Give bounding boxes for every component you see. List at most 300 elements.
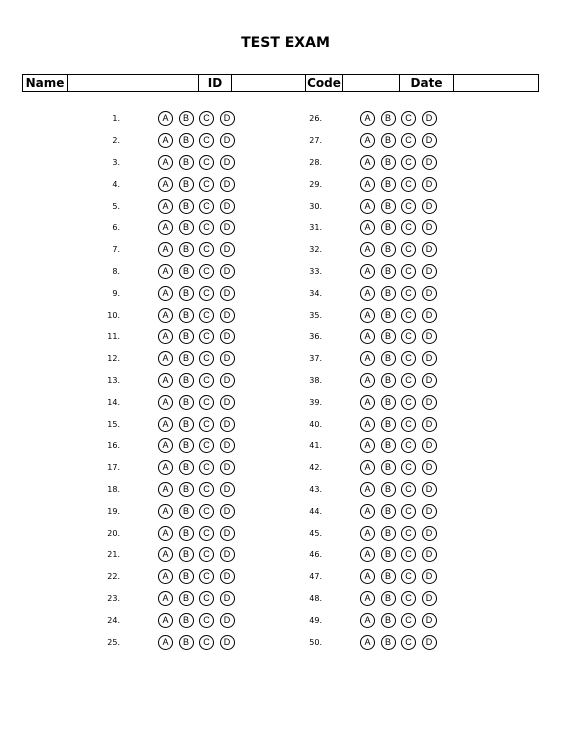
question-number: 48. — [309, 593, 322, 603]
question-number: 25. — [107, 637, 120, 647]
id-field[interactable] — [232, 75, 306, 92]
answer-bubble-c[interactable]: C — [401, 264, 416, 279]
answer-bubble-b[interactable]: B — [179, 111, 194, 126]
question-number: 35. — [309, 310, 322, 320]
question-row — [292, 370, 442, 392]
question-number: 30. — [309, 201, 322, 211]
answer-bubble-c[interactable]: C — [199, 177, 214, 192]
answer-bubble-d[interactable]: D — [422, 438, 437, 453]
answer-bubble-a[interactable]: A — [360, 199, 375, 214]
answer-bubble-d[interactable]: D — [220, 482, 235, 497]
answer-bubble-b[interactable]: B — [381, 613, 396, 628]
answer-bubble-b[interactable]: B — [381, 526, 396, 541]
question-row — [292, 261, 442, 283]
answer-bubble-b[interactable]: B — [381, 264, 396, 279]
question-row — [292, 413, 442, 435]
questions-column-right — [292, 108, 442, 653]
code-field[interactable] — [343, 75, 400, 92]
answer-bubble-d[interactable]: D — [220, 155, 235, 170]
answer-bubble-d[interactable]: D — [220, 264, 235, 279]
question-number: 22. — [107, 572, 120, 582]
answer-bubble-b[interactable]: B — [381, 133, 396, 148]
answer-bubble-c[interactable]: C — [199, 395, 214, 410]
answer-bubble-d[interactable]: D — [422, 111, 437, 126]
answer-bubble-b[interactable]: B — [381, 199, 396, 214]
question-row — [292, 348, 442, 370]
question-row — [90, 152, 240, 174]
question-row — [292, 173, 442, 195]
question-row — [90, 522, 240, 544]
answer-bubble-c[interactable]: C — [401, 547, 416, 562]
answer-bubble-c[interactable]: C — [199, 460, 214, 475]
answer-bubble-b[interactable]: B — [179, 329, 194, 344]
question-row — [90, 304, 240, 326]
answer-bubble-c[interactable]: C — [199, 373, 214, 388]
answer-bubble-d[interactable]: D — [422, 373, 437, 388]
question-number: 11. — [107, 332, 120, 342]
answer-bubble-d[interactable]: D — [422, 133, 437, 148]
answer-bubble-b[interactable]: B — [179, 635, 194, 650]
answer-bubble-c[interactable]: C — [401, 460, 416, 475]
answer-bubble-d[interactable]: D — [220, 591, 235, 606]
answer-bubble-a[interactable]: A — [360, 373, 375, 388]
answer-bubble-d[interactable]: D — [220, 177, 235, 192]
question-row — [292, 457, 442, 479]
question-number: 31. — [309, 223, 322, 233]
answer-bubble-a[interactable]: A — [360, 635, 375, 650]
answer-bubble-b[interactable]: B — [179, 460, 194, 475]
answer-bubble-a[interactable]: A — [158, 329, 173, 344]
answer-bubble-d[interactable]: D — [422, 264, 437, 279]
answer-bubble-d[interactable]: D — [220, 417, 235, 432]
question-number: 7. — [112, 245, 120, 255]
question-row — [90, 500, 240, 522]
answer-bubble-d[interactable]: D — [220, 635, 235, 650]
answer-bubble-b[interactable]: B — [381, 591, 396, 606]
question-number: 3. — [112, 157, 120, 167]
answer-bubble-b[interactable]: B — [179, 613, 194, 628]
answer-bubble-b[interactable]: B — [179, 482, 194, 497]
answer-bubble-a[interactable]: A — [158, 155, 173, 170]
answer-bubble-b[interactable]: B — [179, 591, 194, 606]
answer-bubble-a[interactable]: A — [360, 395, 375, 410]
question-number: 29. — [309, 179, 322, 189]
question-row — [292, 566, 442, 588]
question-number: 36. — [309, 332, 322, 342]
answer-bubble-c[interactable]: C — [199, 482, 214, 497]
answer-bubble-d[interactable]: D — [422, 613, 437, 628]
question-row — [292, 500, 442, 522]
question-row — [90, 544, 240, 566]
answer-bubble-d[interactable]: D — [422, 220, 437, 235]
answer-bubble-b[interactable]: B — [381, 569, 396, 584]
answer-bubble-a[interactable]: A — [360, 242, 375, 257]
answer-bubble-d[interactable]: D — [220, 504, 235, 519]
answer-bubble-c[interactable]: C — [199, 133, 214, 148]
answer-bubble-d[interactable]: D — [220, 373, 235, 388]
question-row — [90, 239, 240, 261]
answer-bubble-d[interactable]: D — [220, 547, 235, 562]
question-row — [90, 282, 240, 304]
answer-bubble-d[interactable]: D — [220, 286, 235, 301]
question-number: 2. — [112, 136, 120, 146]
question-number: 33. — [309, 266, 322, 276]
question-row — [90, 370, 240, 392]
answer-bubble-c[interactable]: C — [199, 438, 214, 453]
answer-bubble-c[interactable]: C — [401, 220, 416, 235]
answer-bubble-a[interactable]: A — [360, 133, 375, 148]
answer-bubble-d[interactable]: D — [220, 613, 235, 628]
answer-bubble-a[interactable]: A — [158, 351, 173, 366]
answer-bubble-c[interactable]: C — [199, 242, 214, 257]
question-row — [90, 457, 240, 479]
answer-bubble-b[interactable]: B — [381, 635, 396, 650]
answer-bubble-c[interactable]: C — [401, 286, 416, 301]
answer-bubble-a[interactable]: A — [360, 351, 375, 366]
question-number: 23. — [107, 593, 120, 603]
answer-bubble-a[interactable]: A — [360, 613, 375, 628]
answer-bubble-b[interactable]: B — [179, 373, 194, 388]
question-number: 17. — [107, 463, 120, 473]
question-row — [292, 217, 442, 239]
answer-bubble-d[interactable]: D — [422, 177, 437, 192]
answer-bubble-c[interactable]: C — [199, 591, 214, 606]
answer-bubble-c[interactable]: C — [199, 220, 214, 235]
question-row — [90, 435, 240, 457]
answer-bubble-c[interactable]: C — [401, 133, 416, 148]
answer-bubble-c[interactable]: C — [199, 417, 214, 432]
answer-bubble-c[interactable]: C — [401, 438, 416, 453]
answer-bubble-b[interactable]: B — [381, 351, 396, 366]
question-number: 28. — [309, 157, 322, 167]
question-number: 47. — [309, 572, 322, 582]
answer-bubble-c[interactable]: C — [401, 329, 416, 344]
question-number: 4. — [112, 179, 120, 189]
name-field[interactable] — [68, 75, 199, 92]
question-row — [90, 217, 240, 239]
answer-bubble-d[interactable]: D — [220, 460, 235, 475]
answer-bubble-c[interactable]: C — [199, 111, 214, 126]
answer-bubble-c[interactable]: C — [401, 351, 416, 366]
answer-bubble-c[interactable]: C — [199, 504, 214, 519]
answer-bubble-a[interactable]: A — [360, 417, 375, 432]
answer-bubble-d[interactable]: D — [220, 569, 235, 584]
answer-bubble-d[interactable]: D — [220, 133, 235, 148]
answer-bubble-b[interactable]: B — [179, 351, 194, 366]
answer-bubble-d[interactable]: D — [220, 351, 235, 366]
answer-bubble-c[interactable]: C — [401, 635, 416, 650]
answer-bubble-d[interactable]: D — [220, 111, 235, 126]
answer-bubble-a[interactable]: A — [158, 504, 173, 519]
question-number: 24. — [107, 615, 120, 625]
answer-bubble-c[interactable]: C — [401, 111, 416, 126]
answer-bubble-a[interactable]: A — [360, 526, 375, 541]
question-row — [292, 609, 442, 631]
question-row — [292, 239, 442, 261]
answer-bubble-a[interactable]: A — [360, 220, 375, 235]
answer-bubble-c[interactable]: C — [199, 613, 214, 628]
answer-bubble-b[interactable]: B — [179, 220, 194, 235]
answer-bubble-a[interactable]: A — [360, 460, 375, 475]
answer-bubble-b[interactable]: B — [179, 308, 194, 323]
answer-bubble-c[interactable]: C — [401, 308, 416, 323]
question-number: 19. — [107, 506, 120, 516]
answer-bubble-c[interactable]: C — [199, 329, 214, 344]
answer-bubble-a[interactable]: A — [360, 482, 375, 497]
answer-bubble-a[interactable]: A — [360, 569, 375, 584]
answer-bubble-c[interactable]: C — [199, 199, 214, 214]
answer-bubble-a[interactable]: A — [158, 569, 173, 584]
question-row — [90, 348, 240, 370]
answer-bubble-c[interactable]: C — [401, 242, 416, 257]
question-number: 50. — [309, 637, 322, 647]
answer-bubble-b[interactable]: B — [179, 177, 194, 192]
question-number: 10. — [107, 310, 120, 320]
answer-bubble-a[interactable]: A — [158, 133, 173, 148]
answer-bubble-b[interactable]: B — [381, 286, 396, 301]
answer-bubble-a[interactable]: A — [360, 155, 375, 170]
answer-bubble-b[interactable]: B — [179, 395, 194, 410]
answer-bubble-d[interactable]: D — [422, 329, 437, 344]
question-row — [292, 588, 442, 610]
answer-bubble-b[interactable]: B — [381, 220, 396, 235]
answer-bubble-a[interactable]: A — [158, 373, 173, 388]
answer-bubble-b[interactable]: B — [381, 177, 396, 192]
question-row — [90, 173, 240, 195]
question-row — [90, 108, 240, 130]
answer-bubble-b[interactable]: B — [179, 242, 194, 257]
answer-bubble-d[interactable]: D — [422, 155, 437, 170]
answer-bubble-b[interactable]: B — [381, 395, 396, 410]
question-number: 9. — [112, 288, 120, 298]
answer-bubble-c[interactable]: C — [401, 482, 416, 497]
question-number: 14. — [107, 397, 120, 407]
question-row — [292, 522, 442, 544]
answer-bubble-d[interactable]: D — [422, 591, 437, 606]
question-number: 39. — [309, 397, 322, 407]
answer-bubble-c[interactable]: C — [199, 635, 214, 650]
answer-bubble-a[interactable]: A — [360, 547, 375, 562]
answer-bubble-b[interactable]: B — [381, 373, 396, 388]
answer-bubble-d[interactable]: D — [220, 308, 235, 323]
answer-bubble-d[interactable]: D — [422, 569, 437, 584]
answer-bubble-c[interactable]: C — [401, 373, 416, 388]
answer-bubble-a[interactable]: A — [158, 635, 173, 650]
answer-bubble-c[interactable]: C — [401, 569, 416, 584]
question-number: 37. — [309, 354, 322, 364]
answer-bubble-a[interactable]: A — [158, 482, 173, 497]
question-number: 32. — [309, 245, 322, 255]
answer-bubble-a[interactable]: A — [360, 286, 375, 301]
answer-bubble-b[interactable]: B — [381, 482, 396, 497]
answer-bubble-d[interactable]: D — [220, 242, 235, 257]
answer-bubble-c[interactable]: C — [401, 613, 416, 628]
answer-bubble-a[interactable]: A — [158, 308, 173, 323]
answer-bubble-c[interactable]: C — [199, 569, 214, 584]
answer-bubble-b[interactable]: B — [179, 547, 194, 562]
answer-bubble-d[interactable]: D — [422, 460, 437, 475]
answer-bubble-d[interactable]: D — [422, 547, 437, 562]
answer-bubble-c[interactable]: C — [199, 526, 214, 541]
answer-bubble-a[interactable]: A — [158, 591, 173, 606]
question-row — [292, 631, 442, 653]
answer-bubble-a[interactable]: A — [360, 591, 375, 606]
answer-bubble-a[interactable]: A — [158, 286, 173, 301]
question-row — [90, 391, 240, 413]
answer-bubble-c[interactable]: C — [401, 504, 416, 519]
answer-bubble-b[interactable]: B — [179, 417, 194, 432]
question-row — [90, 631, 240, 653]
question-number: 49. — [309, 615, 322, 625]
answer-bubble-c[interactable]: C — [199, 308, 214, 323]
answer-bubble-a[interactable]: A — [360, 308, 375, 323]
answer-bubble-d[interactable]: D — [422, 526, 437, 541]
question-row — [292, 152, 442, 174]
answer-bubble-b[interactable]: B — [381, 417, 396, 432]
question-number: 34. — [309, 288, 322, 298]
answer-bubble-a[interactable]: A — [360, 329, 375, 344]
name-label: Name — [23, 75, 68, 92]
answer-bubble-a[interactable]: A — [158, 199, 173, 214]
question-row — [90, 566, 240, 588]
answer-bubble-c[interactable]: C — [401, 199, 416, 214]
question-number: 5. — [112, 201, 120, 211]
answer-bubble-c[interactable]: C — [199, 286, 214, 301]
answer-bubble-b[interactable]: B — [179, 438, 194, 453]
date-field[interactable] — [454, 75, 539, 92]
question-number: 13. — [107, 375, 120, 385]
answer-bubble-b[interactable]: B — [381, 547, 396, 562]
question-number: 18. — [107, 484, 120, 494]
answer-bubble-d[interactable]: D — [422, 242, 437, 257]
question-number: 6. — [112, 223, 120, 233]
answer-bubble-d[interactable]: D — [422, 395, 437, 410]
answer-bubble-c[interactable]: C — [401, 395, 416, 410]
answer-bubble-a[interactable]: A — [158, 177, 173, 192]
question-number: 43. — [309, 484, 322, 494]
question-row — [90, 413, 240, 435]
answer-bubble-a[interactable]: A — [158, 395, 173, 410]
answer-bubble-a[interactable]: A — [158, 613, 173, 628]
question-row — [292, 130, 442, 152]
answer-bubble-c[interactable]: C — [199, 264, 214, 279]
answer-bubble-a[interactable]: A — [158, 264, 173, 279]
answer-bubble-c[interactable]: C — [401, 591, 416, 606]
question-row — [90, 261, 240, 283]
answer-bubble-a[interactable]: A — [360, 438, 375, 453]
answer-bubble-b[interactable]: B — [179, 199, 194, 214]
answer-bubble-c[interactable]: C — [401, 155, 416, 170]
answer-bubble-b[interactable]: B — [179, 133, 194, 148]
answer-bubble-c[interactable]: C — [199, 351, 214, 366]
question-row — [292, 544, 442, 566]
answer-bubble-d[interactable]: D — [422, 635, 437, 650]
answer-bubble-b[interactable]: B — [381, 460, 396, 475]
answer-bubble-b[interactable]: B — [179, 264, 194, 279]
answer-bubble-d[interactable]: D — [220, 220, 235, 235]
question-row — [292, 108, 442, 130]
questions-column-left — [90, 108, 240, 653]
question-number: 41. — [309, 441, 322, 451]
answer-bubble-a[interactable]: A — [158, 111, 173, 126]
answer-bubble-d[interactable]: D — [220, 395, 235, 410]
answer-bubble-b[interactable]: B — [381, 329, 396, 344]
answer-bubble-b[interactable]: B — [381, 242, 396, 257]
answer-bubble-a[interactable]: A — [360, 111, 375, 126]
answer-bubble-b[interactable]: B — [179, 526, 194, 541]
question-row — [90, 130, 240, 152]
answer-bubble-d[interactable]: D — [422, 482, 437, 497]
question-number: 12. — [107, 354, 120, 364]
question-row — [292, 304, 442, 326]
answer-bubble-a[interactable]: A — [360, 264, 375, 279]
question-row — [292, 391, 442, 413]
answer-bubble-b[interactable]: B — [381, 155, 396, 170]
answer-bubble-c[interactable]: C — [401, 417, 416, 432]
answer-bubble-c[interactable]: C — [401, 526, 416, 541]
student-info-table — [22, 74, 539, 92]
answer-bubble-b[interactable]: B — [381, 111, 396, 126]
question-row — [292, 435, 442, 457]
answer-bubble-c[interactable]: C — [401, 177, 416, 192]
question-row — [90, 588, 240, 610]
answer-bubble-d[interactable]: D — [220, 526, 235, 541]
question-row — [292, 282, 442, 304]
answer-bubble-d[interactable]: D — [220, 199, 235, 214]
answer-bubble-b[interactable]: B — [381, 438, 396, 453]
question-row — [90, 479, 240, 501]
answer-bubble-d[interactable]: D — [220, 329, 235, 344]
answer-bubble-d[interactable]: D — [220, 438, 235, 453]
answer-bubble-c[interactable]: C — [199, 547, 214, 562]
answer-bubble-b[interactable]: B — [381, 504, 396, 519]
answer-bubble-d[interactable]: D — [422, 199, 437, 214]
question-number: 8. — [112, 266, 120, 276]
question-number: 1. — [112, 114, 120, 124]
question-number: 38. — [309, 375, 322, 385]
code-label: Code — [307, 76, 341, 90]
question-row — [90, 195, 240, 217]
answer-bubble-a[interactable]: A — [360, 504, 375, 519]
question-row — [90, 609, 240, 631]
answer-bubble-a[interactable]: A — [158, 460, 173, 475]
question-number: 45. — [309, 528, 322, 538]
answer-bubble-a[interactable]: A — [360, 177, 375, 192]
answer-bubble-b[interactable]: B — [179, 155, 194, 170]
question-number: 46. — [309, 550, 322, 560]
answer-bubble-b[interactable]: B — [381, 308, 396, 323]
question-number: 26. — [309, 114, 322, 124]
answer-bubble-b[interactable]: B — [179, 286, 194, 301]
answer-bubble-a[interactable]: A — [158, 220, 173, 235]
answer-bubble-b[interactable]: B — [179, 504, 194, 519]
answer-bubble-a[interactable]: A — [158, 438, 173, 453]
answer-bubble-b[interactable]: B — [179, 569, 194, 584]
answer-bubble-d[interactable]: D — [422, 308, 437, 323]
answer-bubble-d[interactable]: D — [422, 286, 437, 301]
answer-bubble-a[interactable]: A — [158, 242, 173, 257]
answer-bubble-c[interactable]: C — [199, 155, 214, 170]
answer-bubble-d[interactable]: D — [422, 504, 437, 519]
question-number: 44. — [309, 506, 322, 516]
answer-bubble-d[interactable]: D — [422, 351, 437, 366]
question-number: 40. — [309, 419, 322, 429]
answer-bubble-a[interactable]: A — [158, 547, 173, 562]
answer-bubble-a[interactable]: A — [158, 417, 173, 432]
date-label: Date — [400, 75, 454, 92]
answer-bubble-d[interactable]: D — [422, 417, 437, 432]
answer-bubble-a[interactable]: A — [158, 526, 173, 541]
